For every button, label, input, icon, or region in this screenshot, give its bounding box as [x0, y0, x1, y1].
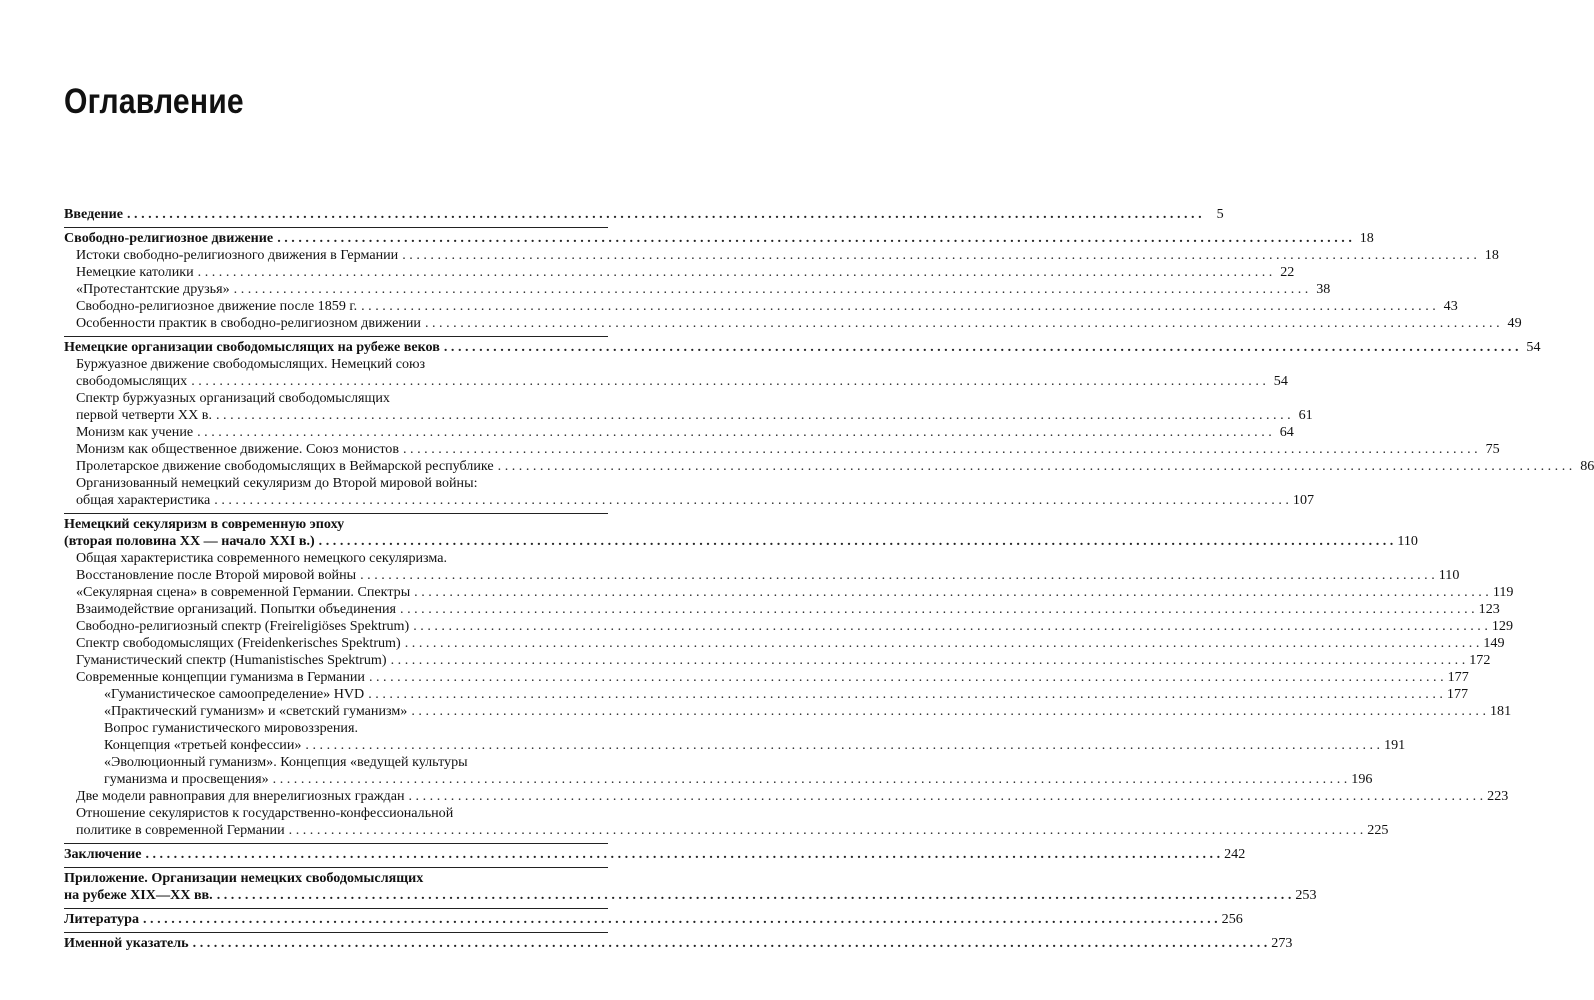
toc-subentry[interactable] — [64, 264, 1295, 281]
toc-subentry[interactable] — [64, 475, 1315, 509]
toc-section — [64, 513, 1514, 839]
toc-subentry[interactable] — [64, 703, 1512, 720]
toc-entry-title-line: на рубеже XIX—XX вв. — [64, 887, 213, 903]
toc-entry-title-line: Спектр буржуазных организаций свободомыслящих — [76, 390, 390, 406]
toc-chapter-entry[interactable] — [64, 911, 1243, 928]
toc-entry-title-line: Современные концепции гуманизма в Германии — [76, 669, 365, 685]
toc-section — [64, 867, 1317, 904]
toc-page-number: 5 — [1216, 206, 1224, 222]
toc-page-number: 256 — [1221, 911, 1243, 927]
toc-page-number: 43 — [1443, 298, 1458, 314]
toc-entry-title-line: Истоки свободно-религиозного движения в Германии — [76, 247, 399, 263]
dot-leader — [360, 567, 1435, 584]
dot-leader — [193, 935, 1268, 952]
toc-chapter-entry[interactable] — [64, 230, 1374, 247]
toc-page-number: 177 — [1446, 686, 1469, 702]
toc-entry-title-line: Две модели равноправия для внерелигиозных граждан — [76, 788, 405, 804]
toc-entry-title-line: первой четверти XX в. — [76, 407, 212, 423]
toc-entry-title-line: Спектр свободомыслящих (Freidenkerisches Spektrum) — [76, 635, 401, 651]
toc-entry-title-line: Немецкий секуляризм в современную эпоху — [64, 516, 345, 532]
toc-entry-title-line: Литература — [64, 911, 139, 927]
toc-entry-title-line: «Практический гуманизм» и «светский гуманизм» — [104, 703, 408, 719]
dot-leader — [319, 533, 1394, 550]
dot-leader — [400, 601, 1475, 618]
toc-entry-title-line: свободомыслящих — [76, 373, 188, 389]
dot-leader — [234, 281, 1309, 298]
toc-entry-title-line: Свободно-религиозное движение после 1859 г. — [76, 298, 358, 314]
toc-subentry[interactable] — [64, 356, 1288, 390]
toc-page-number: 242 — [1224, 846, 1246, 862]
toc-page-number: 107 — [1292, 492, 1315, 508]
toc-entry-title-line: политике в современной Германии — [76, 822, 285, 838]
toc-subentry[interactable] — [64, 652, 1491, 669]
dot-leader — [277, 230, 1352, 247]
toc-entry-title-line: гуманизма и просвещения» — [104, 771, 269, 787]
toc-entry-title-line: «Секулярная сцена» в современной Германии. Спектры — [76, 584, 411, 600]
toc-subentry[interactable] — [64, 315, 1522, 332]
toc-entry-title-line: (вторая половина XX — начало XXI в.) — [64, 533, 315, 549]
toc-subentry[interactable] — [64, 669, 1469, 686]
toc-subentry[interactable] — [64, 720, 1406, 754]
toc-page-number: 253 — [1295, 887, 1317, 903]
dot-leader — [289, 822, 1364, 839]
dot-leader — [361, 298, 1436, 315]
toc-page-number: 54 — [1273, 373, 1288, 389]
toc-page-number: 119 — [1492, 584, 1514, 600]
toc-page-number: 75 — [1485, 441, 1500, 457]
toc-page-number: 86 — [1580, 458, 1594, 474]
toc-entry-title-line: «Протестантские друзья» — [76, 281, 230, 297]
toc-entry-title-line: Буржуазное движение свободомыслящих. Немецкий союз — [76, 356, 426, 372]
toc-section — [64, 204, 1224, 223]
toc-chapter-entry[interactable] — [64, 339, 1541, 356]
dot-leader — [368, 686, 1443, 703]
toc-chapter-entry[interactable] — [64, 516, 1418, 550]
toc-subentry[interactable] — [64, 754, 1373, 788]
toc-chapter-entry[interactable] — [64, 870, 1317, 904]
toc-entry-title-line: Именной указатель — [64, 935, 189, 951]
dot-leader — [197, 424, 1272, 441]
dot-leader — [444, 339, 1519, 356]
toc-section — [64, 843, 1246, 863]
toc-subentry[interactable] — [64, 601, 1500, 618]
toc-page-number: 225 — [1367, 822, 1389, 838]
toc-entry-title-line: «Эволюционный гуманизм». Концепция «ведущей культуры — [104, 754, 468, 770]
toc-section — [64, 932, 1293, 952]
toc-subentry[interactable] — [64, 441, 1500, 458]
toc-entry-title-line: Немецкие католики — [76, 264, 194, 280]
toc-section — [64, 227, 1522, 332]
dot-leader — [498, 458, 1573, 475]
dot-leader — [273, 771, 1348, 788]
toc-subentry[interactable] — [64, 390, 1313, 424]
toc-page-number: 129 — [1491, 618, 1514, 634]
toc-chapter-entry[interactable] — [64, 846, 1246, 863]
dot-leader — [198, 264, 1273, 281]
toc-page-number: 191 — [1384, 737, 1406, 753]
dot-leader — [305, 737, 1380, 754]
toc-subentry[interactable] — [64, 618, 1514, 635]
toc-entry-title-line: Свободно-религиозное движение — [64, 230, 274, 246]
toc-page-number: 18 — [1484, 247, 1499, 263]
dot-leader — [411, 703, 1486, 720]
toc-entry-title-line: Заключение — [64, 846, 142, 862]
toc-entry-title-line: Вопрос гуманистического мировоззрения. — [104, 720, 358, 736]
toc-page-number: 110 — [1438, 567, 1460, 583]
toc-subentry[interactable] — [64, 635, 1505, 652]
toc-subentry[interactable] — [64, 298, 1458, 315]
toc-page-number: 49 — [1507, 315, 1522, 331]
toc-page-number: 38 — [1316, 281, 1331, 297]
toc-page-number: 110 — [1397, 533, 1418, 549]
toc-subentry[interactable] — [64, 686, 1469, 703]
toc-page-number: 123 — [1478, 601, 1500, 617]
dot-leader — [413, 618, 1488, 635]
dot-leader — [143, 911, 1218, 928]
dot-leader — [216, 407, 1291, 424]
dot-leader — [414, 584, 1489, 601]
toc-entry-title-line: Монизм как учение — [76, 424, 194, 440]
toc-page-number: 181 — [1490, 703, 1512, 719]
toc-entry-title-line: Организованный немецкий секуляризм до Второй мировой войны: — [76, 475, 478, 491]
toc-entry-title-line: Гуманистический спектр (Humanistisches Spektrum) — [76, 652, 387, 668]
toc-page-number: 149 — [1483, 635, 1505, 651]
dot-leader — [369, 669, 1444, 686]
toc-entry-title-line: «Гуманистическое самоопределение» HVD — [104, 686, 365, 702]
toc-entry-title-line: Концепция «третьей конфессии» — [104, 737, 302, 753]
dot-leader — [403, 441, 1478, 458]
toc-entry-title-line: Монизм как общественное движение. Союз монистов — [76, 441, 399, 457]
table-of-contents — [64, 204, 1594, 956]
toc-entry-title-line: Особенности практик в свободно-религиозном движении — [76, 315, 421, 331]
toc-page-number: 64 — [1279, 424, 1294, 440]
dot-leader — [217, 887, 1292, 904]
dot-leader — [402, 247, 1477, 264]
toc-section — [64, 336, 1594, 509]
toc-page-number: 61 — [1298, 407, 1313, 423]
toc-entry-title-line: Пролетарское движение свободомыслящих в Веймарской республике — [76, 458, 494, 474]
dot-leader — [191, 373, 1266, 390]
toc-entry-title-line: Общая характеристика современного немецкого секуляризма. — [76, 550, 448, 566]
page-title: Оглавление — [64, 82, 244, 121]
toc-entry-title-line: Взаимодействие организаций. Попытки объединения — [76, 601, 397, 617]
toc-subentry[interactable] — [64, 458, 1594, 475]
toc-entry-title-line: Свободно-религиозный спектр (Freireligiöses Spektrum) — [76, 618, 410, 634]
toc-page-number: 54 — [1526, 339, 1541, 355]
toc-page-number: 18 — [1359, 230, 1374, 246]
toc-page-number: 196 — [1351, 771, 1373, 787]
toc-chapter-entry[interactable] — [64, 935, 1293, 952]
toc-entry-title-line: Введение — [64, 206, 123, 222]
dot-leader — [425, 315, 1500, 332]
toc-page-number: 172 — [1469, 652, 1491, 668]
toc-section — [64, 908, 1243, 928]
toc-entry-title-line: Немецкие организации свободомыслящих на рубеже веков — [64, 339, 440, 355]
dot-leader — [391, 652, 1466, 669]
toc-subentry[interactable] — [64, 788, 1509, 805]
toc-entry-title-line: Приложение. Организации немецких свободомыслящих — [64, 870, 424, 886]
toc-subentry[interactable] — [64, 805, 1389, 839]
toc-entry-title-line: общая характеристика — [76, 492, 211, 508]
toc-entry-title-line: Отношение секуляристов к государственно-конфессиональной — [76, 805, 454, 821]
dot-leader — [127, 206, 1202, 223]
dot-leader — [409, 788, 1484, 805]
toc-chapter-entry[interactable] — [64, 206, 1224, 223]
dot-leader — [214, 492, 1289, 509]
dot-leader — [145, 846, 1220, 863]
toc-page-number: 22 — [1280, 264, 1295, 280]
toc-entry-title-line: Восстановление после Второй мировой войны — [76, 567, 357, 583]
toc-page-number: 177 — [1447, 669, 1469, 685]
toc-page-number: 273 — [1271, 935, 1293, 951]
toc-subentry[interactable] — [64, 550, 1460, 584]
toc-page-number: 223 — [1487, 788, 1509, 804]
toc-subentry[interactable] — [64, 247, 1499, 264]
toc-subentry[interactable] — [64, 424, 1294, 441]
toc-subentry[interactable] — [64, 584, 1514, 601]
dot-leader — [405, 635, 1480, 652]
toc-subentry[interactable] — [64, 281, 1331, 298]
